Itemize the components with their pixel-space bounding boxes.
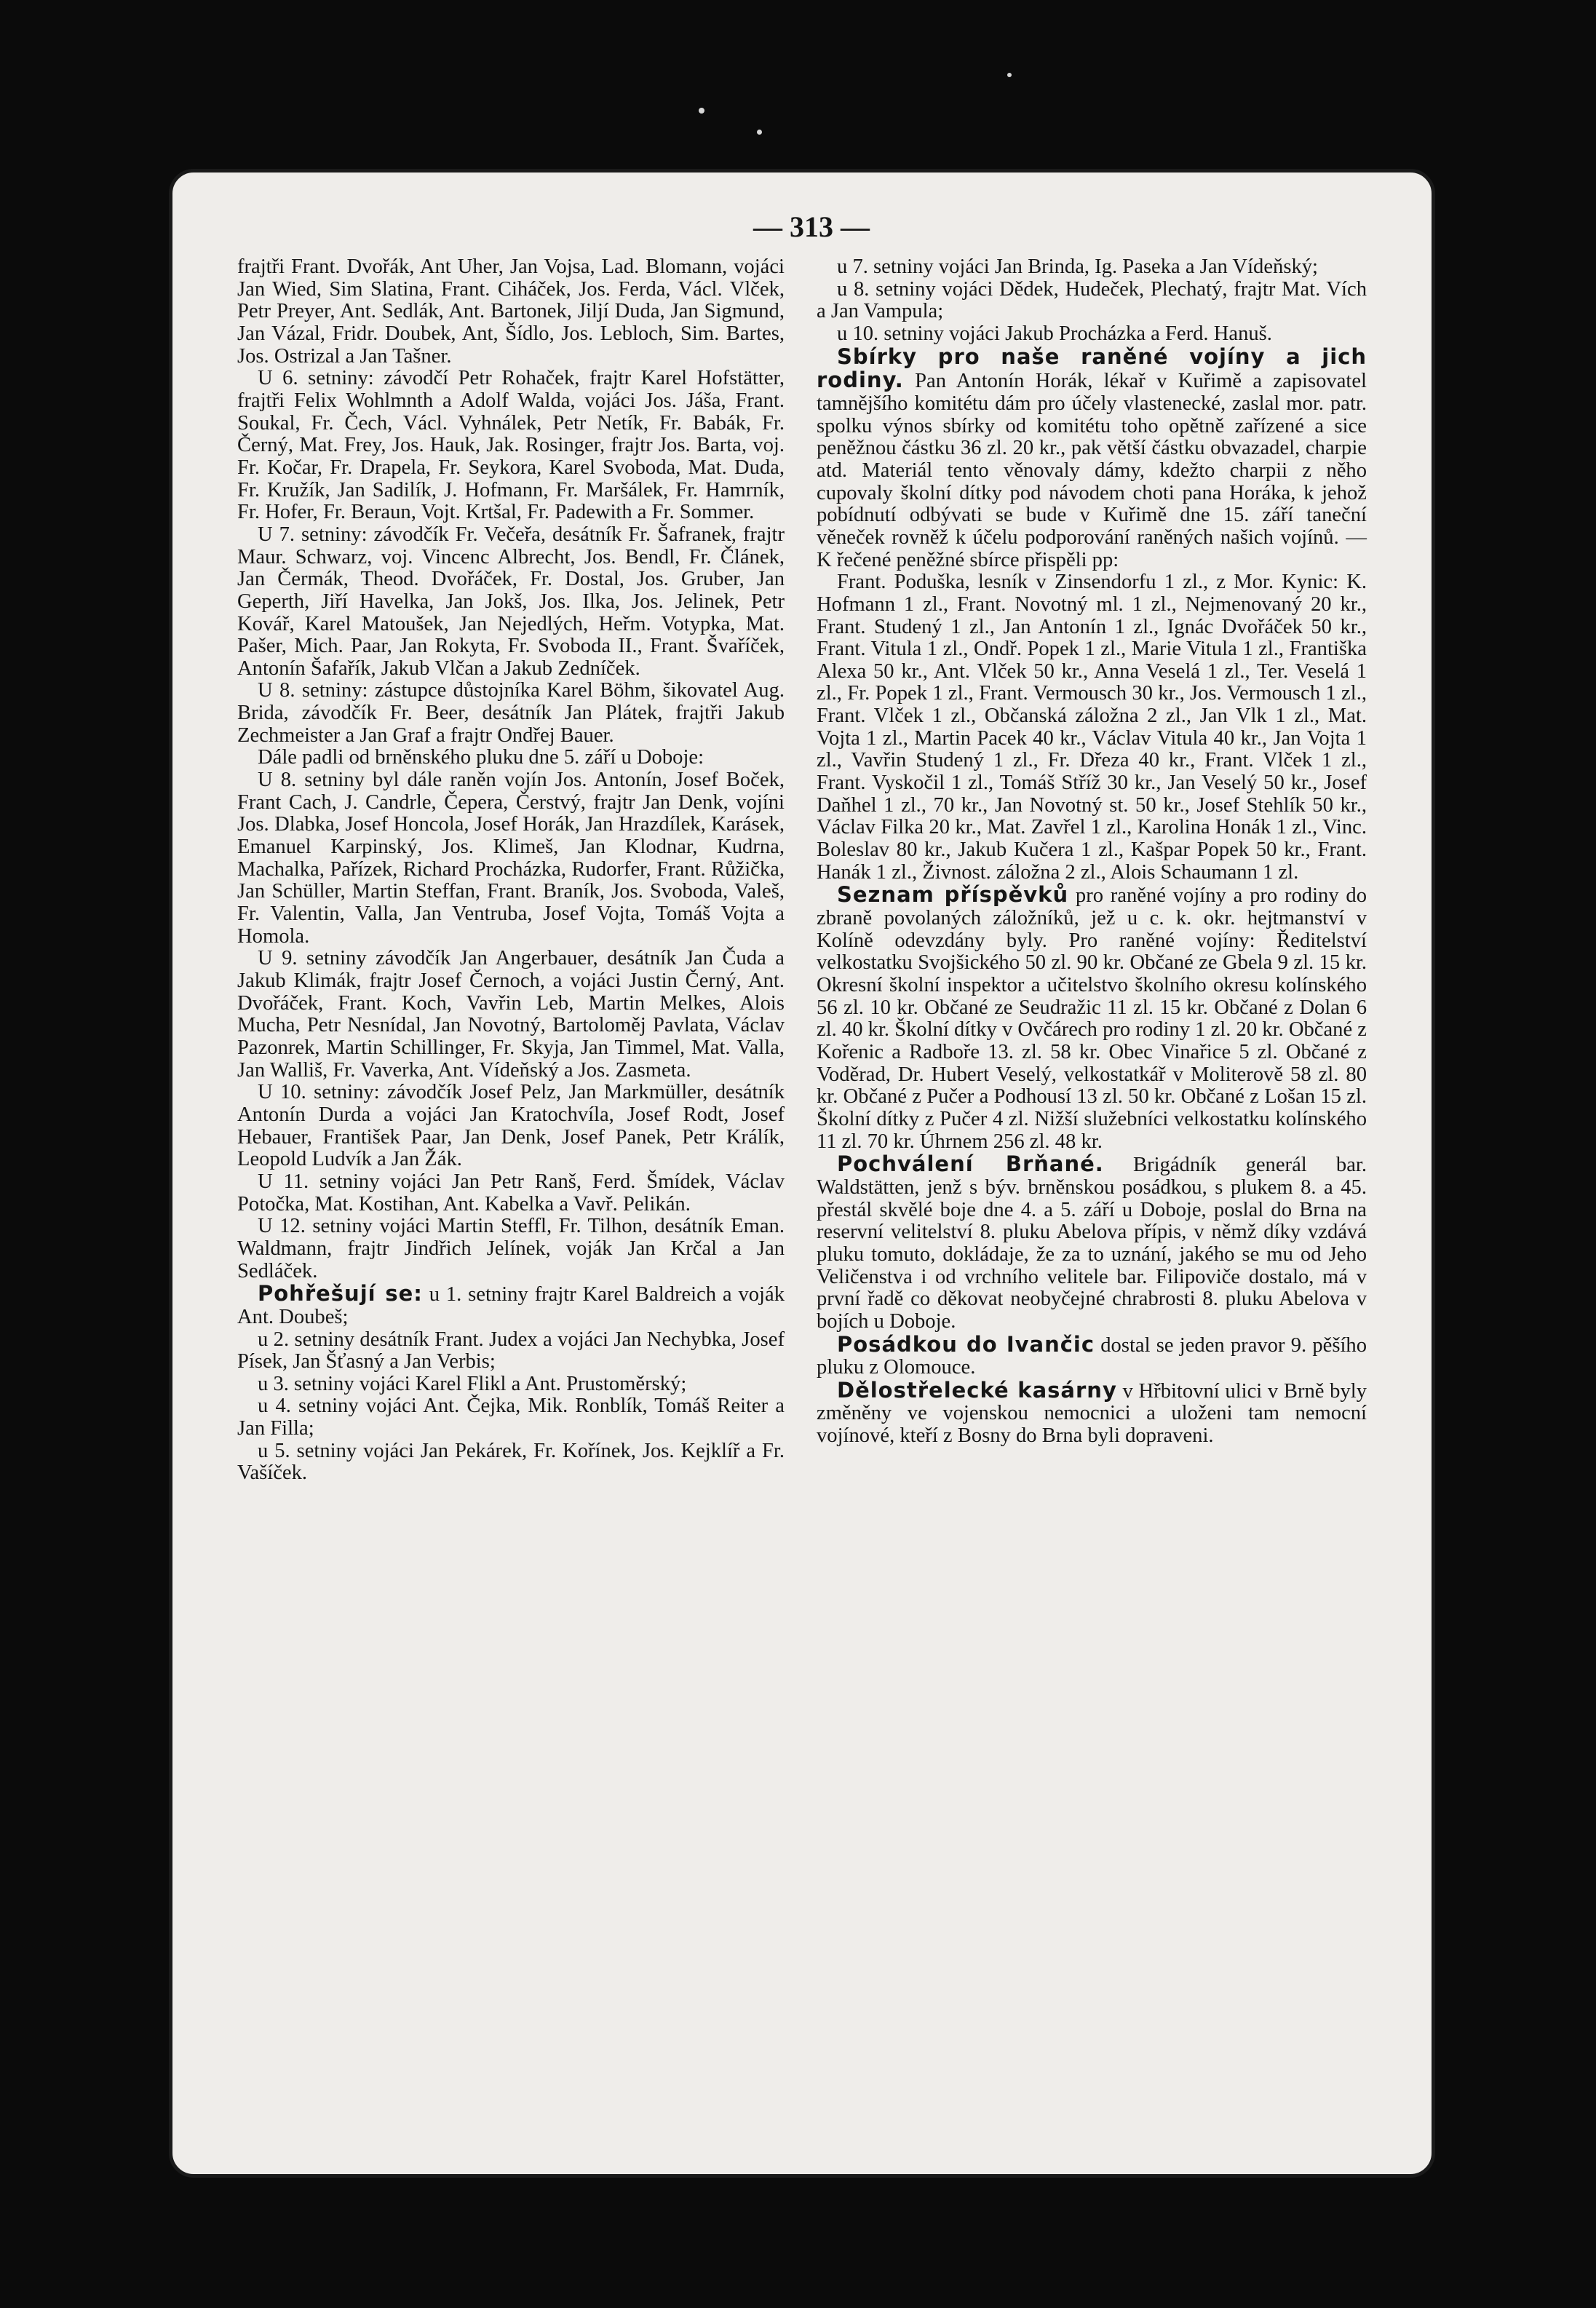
text-paragraph — [817, 323, 1367, 346]
paragraph-text: u 5. setniny vojáci Jan Pekárek, Fr. Kořínek, Jos. Kejklíř a Fr. Vašíček. — [237, 1439, 785, 1485]
section-heading: Seznam příspěvků — [837, 882, 1069, 908]
paragraph-text: Frant. Poduška, lesník v Zinsendorfu 1 zl., z Mor. Kynic: K. Hofmann 1 zl., Frant. Novotný ml. 1 zl., Nejmenovaný 20 kr., Frant. Studený 1 zl., Jan Antonín 1 zl., Ignác Dvořáček 50 kr., Frant. Vitula 1 zl., Ondř. Popek 1 zl., Marie Vitula 1 zl., Františka Alexa 50 kr., Ant. Vlček 50 kr., Anna Veselá 1 zl., Ter. Veselá 1 zl., Fr. Popek 1 zl., Frant. Vermousch 30 kr., Jos. Vermousch 1 zl., Frant. Vlček 1 zl., Občanská záložna 2 zl., Jan Vlk 1 zl., Mat. Vojta 1 zl., Martin Pacek 40 kr., Václav Vitula 40 kr., Jan Vojta 1 zl., Vavřin Studený 1 zl., Fr. Dřeza 40 kr., Frant. Vlček 1 zl., Frant. Vyskočil 1 zl., Tomáš Stříž 30 kr., Jan Veselý 50 kr., Josef Daňhel 1 zl., 70 kr., Jan Novotný st. 50 kr., Josef Stehlík 50 kr., Václav Filka 20 kr., Mat. Zavřel 1 zl., Karolina Honák 1 zl., Vinc. Boleslav 80 kr., Jakub Kučera 1 zl., Kašpar Popek 50 kr., Frant. Hanák 1 zl., Živnost. záložna 2 zl., Alois Schaumann 1 zl. — [817, 571, 1367, 884]
paragraph-text: pro raněné vojíny a pro rodiny do zbraně povolaných záložníků, jež u c. k. okr. hejtmanství v Kolíně odevzdány byly. Pro raněné vojíny: Ředitelství velkostatku Svojšického 50 zl. 90 kr. Občané ze Gbela 9 zl. 15 kr. Okresní školní inspektor a učitelstvo školního okresu kolínského 56 zl. 10 kr. Občané ze Seudražic 11 zl. 15 kr. Občané z Dolan 6 zl. 40 kr. Školní dítky v Ovčárech pro rodiny 1 zl. 20 kr. Občané z Kořenic a Radboře 13. zl. 58 kr. Obec Vinařice 5 zl. Občané z Voděrad, Dr. Hubert Veselý, velkostatkář v Moliterově 58 zl. 80 kr. Občané z Pučer a Podhousí 13 zl. 50 kr. Občané z Lošan 15 zl. Školní dítky z Pučer 4 zl. Nižší služebníci velkostatku kolínského 11 zl. 70 kr. Úhrnem 256 zl. 48 kr. — [817, 884, 1367, 1153]
text-paragraph — [817, 279, 1367, 323]
text-paragraph — [237, 1082, 785, 1171]
text-paragraph — [817, 571, 1367, 884]
page-number: — 313 — — [753, 210, 870, 243]
text-paragraph — [237, 948, 785, 1082]
scan-speck — [757, 130, 762, 135]
paragraph-text: U 11. setniny vojáci Jan Petr Ranš, Ferd. Šmídek, Václav Potočka, Mat. Kostihan, Ant. Kabelka a Vavř. Pelikán. — [237, 1170, 785, 1216]
section-paragraph — [817, 1333, 1367, 1379]
section-heading: Pohřešují se: — [258, 1281, 423, 1306]
paragraph-text: U 6. setniny: závodčí Petr Rohaček, frajtr Karel Hofstätter, frajtři Felix Wohlmnth a Adolf Walda, vojáci Jos. Jáša, Frant. Soukal, Fr. Čech, Václ. Vyhnálek, Petr Netík, Fr. Babák, Fr. Černý, Mat. Frey, Jos. Hauk, Jak. Rosinger, frajtr Jos. Barta, voj. Fr. Kočar, Fr. Drapela, Fr. Seykora, Karel Svoboda, Mat. Duda, Fr. Kružík, Jan Sadilík, J. Hofmann, Fr. Maršálek, Fr. Hamrník, Fr. Hofer, Fr. Beraun, Vojt. Krtšal, Fr. Padewith a Fr. Sommer. — [237, 367, 785, 524]
paragraph-text: U 12. setniny vojáci Martin Steffl, Fr. Tilhon, desátník Eman. Waldmann, frajtr Jindřich Jelínek, voják Jan Krčal a Jan Sedláček. — [237, 1215, 785, 1282]
paragraph-text: u 3. setniny vojáci Karel Flikl a Ant. Prustoměrský; — [258, 1372, 687, 1395]
section-heading: Pochválení Brňané. — [837, 1151, 1104, 1177]
paragraph-text: u 7. setniny vojáci Jan Brinda, Ig. Paseka a Jan Vídeňský; — [837, 255, 1318, 278]
text-paragraph — [237, 1171, 785, 1216]
text-paragraph — [237, 256, 785, 368]
paragraph-text: u 2. setniny desátník Frant. Judex a vojáci Jan Nechybka, Josef Písek, Jan Šťasný a Jan Verbis; — [237, 1328, 785, 1373]
section-paragraph — [817, 346, 1367, 572]
section-heading: Dělostřelecké kasárny — [837, 1377, 1117, 1403]
section-paragraph — [237, 1282, 785, 1328]
paragraph-text: U 9. setniny závodčík Jan Angerbauer, desátník Jan Čuda a Jakub Klimák, frajtr Josef Černoch, a vojáci Justin Černý, Ant. Dvořáček, Frant. Koch, Vavřin Leb, Martin Melkes, Alois Mucha, Petr Nesnídal, Jan Novotný, Bartoloměj Pavlata, Václav Pazonrek, Martin Schillinger, Fr. Skyja, Jan Timmel, Mat. Valla, Jan Walliš, Fr. Vaverka, Ant. Vídeňský a Jos. Zasmeta. — [237, 947, 785, 1082]
paragraph-text: Brigádník generál bar. Waldstätten, jenž s býv. brněnskou posádkou, s plukem 8. a 45. přestál skvělé boje dne 4. a 5. září u Doboje, poslal do Brna na reservní velitelství 8. pluku Abelova přípis, v němž díky vzdává pluku tomuto, dokládaje, že za to uznání, jakého se mu od Jeho Veličenstva i od vrchního velitele bar. Filipoviče dostalo, má v první řadě co děkovat neobyčejné chrabrosti 8. pluku Abelova v bojích u Doboje. — [817, 1154, 1367, 1333]
paragraph-text: dostal se jeden pravor 9. pěšího pluku z Olomouce. — [817, 1333, 1367, 1379]
text-paragraph — [237, 1373, 785, 1396]
paragraph-text: u 8. setniny vojáci Dědek, Hudeček, Plechatý, frajtr Mat. Vích a Jan Vampula; — [817, 277, 1367, 323]
scan-speck — [1007, 73, 1012, 77]
left-column — [237, 256, 785, 1485]
text-paragraph — [237, 1395, 785, 1440]
paragraph-text: U 10. setniny: závodčík Josef Pelz, Jan Markmüller, desátník Antonín Durda a vojáci Jan Kratochvíla, Josef Rodt, Josef Hebauer, František Paar, Jan Denk, Josef Panek, Petr Králík, Leopold Ludvík a Jan Žák. — [237, 1081, 785, 1171]
text-paragraph — [237, 524, 785, 681]
section-heading: Sbírky pro naše raněné vojíny a jich rodiny. — [817, 344, 1367, 393]
paragraph-text: v Hřbitovní ulici v Brně byly změněny ve vojenskou nemocnici a uloženi tam nemocní vojínové, kteří z Bosny do Brna byli dopraveni. — [817, 1379, 1367, 1448]
text-paragraph — [237, 747, 785, 769]
paragraph-text: frajtři Frant. Dvořák, Ant Uher, Jan Vojsa, Lad. Blomann, vojáci Jan Wied, Sim Slatina, Frant. Ciháček, Jos. Ferda, Václ. Vlček, Petr Preyer, Ant. Sedlák, Ant. Bartonek, Jiljí Duda, Jan Sigmund, Jan Vázal, Fridr. Doubek, Ant, Šídlo, Jos. Lebloch, Sim. Bartes, Jos. Ostrizal a Jan Tašner. — [237, 255, 785, 368]
text-paragraph — [237, 1329, 785, 1373]
scan-speck — [699, 108, 704, 114]
section-heading: Posádkou do Ivančic — [837, 1331, 1095, 1357]
text-paragraph — [237, 769, 785, 948]
paragraph-text: Dále padli od brněnského pluku dne 5. září u Doboje: — [258, 746, 704, 769]
paragraph-text: Pan Antonín Horák, lékař v Kuřimě a zapisovatel tamnějšího komitétu dám pro účely vlastenecké, zaslal mor. patr. spolku výnos sbírky od komitétu toho opětně zařízené a sice peněžnou částku 36 zl. 20 kr., pak větší částku obvazadel, charpie atd. Materiál tento věnovaly dámy, kdežto charpii z něho cupovaly školní dítky pod návodem choti pana Horáka, k jehož pobídnutí odbývati se bude v Kuřimě dne 15. září taneční věneček rovněž k účelu podporování raněných našich vojínů. — K řečené peněžné sbírce přispěli pp: — [817, 370, 1367, 571]
paragraph-text: U 7. setniny: závodčík Fr. Večeřa, desátník Fr. Šafranek, frajtr Maur. Schwarz, voj. Vincenc Albrecht, Jos. Bendl, Fr. Článek, Jan Čermák, Theod. Dvořáček, Fr. Dostal, Jos. Gruber, Jan Geperth, Jiří Havelka, Jan Jokš, Jos. Ilka, Jos. Jelinek, Petr Kovář, Karel Matoušek, Jan Nejedlých, Heřm. Votypka, Mat. Pašer, Mich. Paar, Jan Rokyta, Fr. Svoboda II., Frant. Švaříček, Antonín Šafařík, Jakub Vlčan a Jakub Zedníček. — [237, 523, 785, 680]
text-paragraph — [237, 1216, 785, 1282]
text-paragraph — [237, 1440, 785, 1485]
section-paragraph — [817, 884, 1367, 1153]
paragraph-text: U 8. setniny byl dále raněn vojín Jos. Antonín, Josef Boček, Frant Cach, J. Candrle, Čepera, Čerstvý, frajtr Jan Denk, vojíni Jos. Dlabka, Josef Honcola, Josef Horák, Jan Hrazdílek, Karásek, Emanuel Karpinský, Jos. Klimeš, Jan Klodnar, Kudrna, Machalka, Pařízek, Richard Procházka, Rudorfer, Frant. Růžička, Jan Schüller, Martin Steffan, Frant. Braník, Jos. Svoboda, Valeš, Fr. Valentin, Valla, Jan Ventruba, Josef Vojta, Tomáš Vojta a Homola. — [237, 769, 785, 948]
section-paragraph — [817, 1153, 1367, 1333]
text-paragraph — [237, 680, 785, 747]
section-paragraph — [817, 1379, 1367, 1448]
paragraph-text: U 8. setniny: zástupce důstojníka Karel Böhm, šikovatel Aug. Brida, závodčík Fr. Beer, desátník Jan Plátek, frajtři Jakub Zechmeister a Jan Graf a frajtr Ondřej Bauer. — [237, 679, 785, 747]
paragraph-text: u 10. setniny vojáci Jakub Procházka a Ferd. Hanuš. — [837, 322, 1272, 345]
paragraph-text: u 1. setniny frajtr Karel Baldreich a voják Ant. Doubeš; — [237, 1283, 785, 1328]
text-paragraph — [817, 256, 1367, 279]
paragraph-text: u 4. setniny vojáci Ant. Čejka, Mik. Ronblík, Tomáš Reiter a Jan Filla; — [237, 1395, 785, 1440]
text-paragraph — [237, 368, 785, 524]
right-column — [817, 256, 1367, 1448]
